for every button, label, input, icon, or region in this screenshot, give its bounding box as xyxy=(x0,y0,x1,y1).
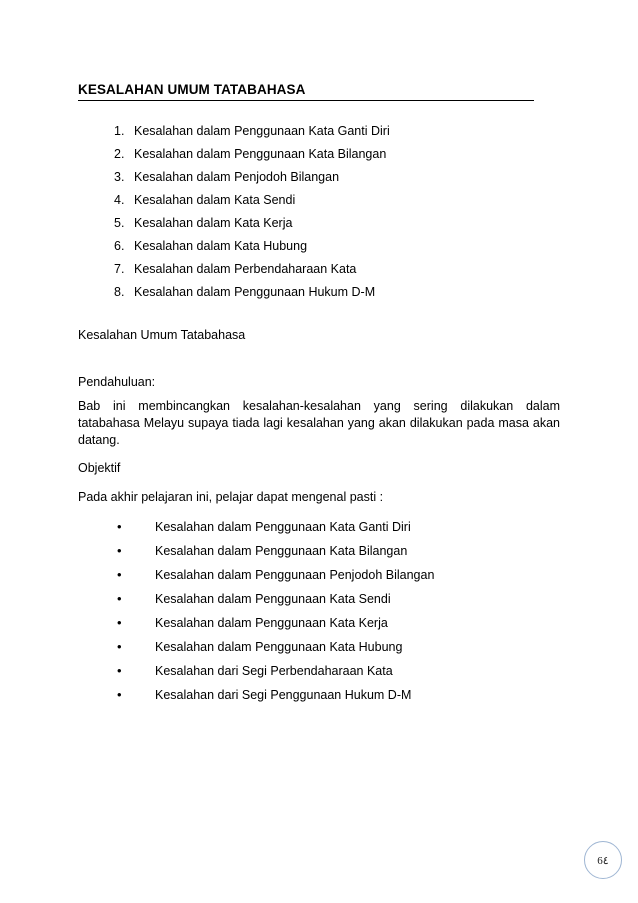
objective-text: Kesalahan dalam Penggunaan Kata Sendi xyxy=(155,592,391,606)
bullet-icon: • xyxy=(117,663,122,678)
topic-number: 2. xyxy=(114,147,125,161)
topic-item xyxy=(114,259,390,282)
bullet-icon: • xyxy=(117,543,122,558)
topic-item xyxy=(114,167,390,190)
page-number-badge xyxy=(584,841,622,879)
topic-text: Kesalahan dalam Penggunaan Kata Ganti Diri xyxy=(134,124,390,138)
topic-number: 8. xyxy=(114,285,125,299)
bullet-icon: • xyxy=(117,519,122,534)
topic-number: 4. xyxy=(114,193,125,207)
topic-text: Kesalahan dalam Kata Kerja xyxy=(134,216,293,230)
objective-text: Kesalahan dalam Penggunaan Kata Bilangan xyxy=(155,544,408,558)
objective-text: Kesalahan dalam Penggunaan Kata Hubung xyxy=(155,640,403,654)
topic-number: 7. xyxy=(114,262,125,276)
objective-item xyxy=(117,637,434,661)
topic-text: Kesalahan dalam Kata Hubung xyxy=(134,239,308,253)
intro-paragraph: Bab ini membincangkan kesalahan-kesalahan yang sering dilakukan dalam tatabahasa Melayu supaya tiada lagi kesalahan yang akan dilakukan pada masa akan datang. xyxy=(78,399,560,447)
topic-text: Kesalahan dalam Penggunaan Hukum D-M xyxy=(134,285,376,299)
objective-list xyxy=(117,517,434,709)
section-heading: Kesalahan Umum Tatabahasa xyxy=(78,328,246,342)
topic-item xyxy=(114,144,390,167)
objective-text: Kesalahan dalam Penggunaan Kata Ganti Diri xyxy=(155,520,411,534)
topic-item xyxy=(114,282,390,305)
objective-item xyxy=(117,613,434,637)
objective-item xyxy=(117,517,434,541)
objective-text: Kesalahan dari Segi Penggunaan Hukum D-M xyxy=(155,688,412,702)
objective-lead: Pada akhir pelajaran ini, pelajar dapat mengenal pasti : xyxy=(78,490,384,504)
objective-label: Objektif xyxy=(78,461,121,475)
objective-item xyxy=(117,565,434,589)
topic-item xyxy=(114,190,390,213)
bullet-icon: • xyxy=(117,567,122,582)
topic-number: 3. xyxy=(114,170,125,184)
topic-item xyxy=(114,236,390,259)
topic-item xyxy=(114,213,390,236)
topic-text: Kesalahan dalam Kata Sendi xyxy=(134,193,296,207)
topic-list xyxy=(114,121,390,305)
bullet-icon: • xyxy=(117,639,122,654)
page-number: 6٤ xyxy=(597,854,609,867)
objective-text: Kesalahan dalam Penggunaan Penjodoh Bilangan xyxy=(155,568,435,582)
objective-text: Kesalahan dalam Penggunaan Kata Kerja xyxy=(155,616,388,630)
objective-item xyxy=(117,589,434,613)
objective-item xyxy=(117,661,434,685)
bullet-icon: • xyxy=(117,687,122,702)
topic-number: 6. xyxy=(114,239,125,253)
objective-item xyxy=(117,541,434,565)
document-title-underline xyxy=(78,80,534,101)
topic-text: Kesalahan dalam Penggunaan Kata Bilangan xyxy=(134,147,387,161)
topic-item xyxy=(114,121,390,144)
topic-number: 5. xyxy=(114,216,125,230)
intro-label: Pendahuluan: xyxy=(78,375,156,389)
document-title: KESALAHAN UMUM TATABAHASA xyxy=(78,82,306,97)
objective-text: Kesalahan dari Segi Perbendaharaan Kata xyxy=(155,664,393,678)
topic-text: Kesalahan dalam Perbendaharaan Kata xyxy=(134,262,357,276)
topic-text: Kesalahan dalam Penjodoh Bilangan xyxy=(134,170,340,184)
objective-item xyxy=(117,685,434,709)
bullet-icon: • xyxy=(117,591,122,606)
bullet-icon: • xyxy=(117,615,122,630)
topic-number: 1. xyxy=(114,124,125,138)
